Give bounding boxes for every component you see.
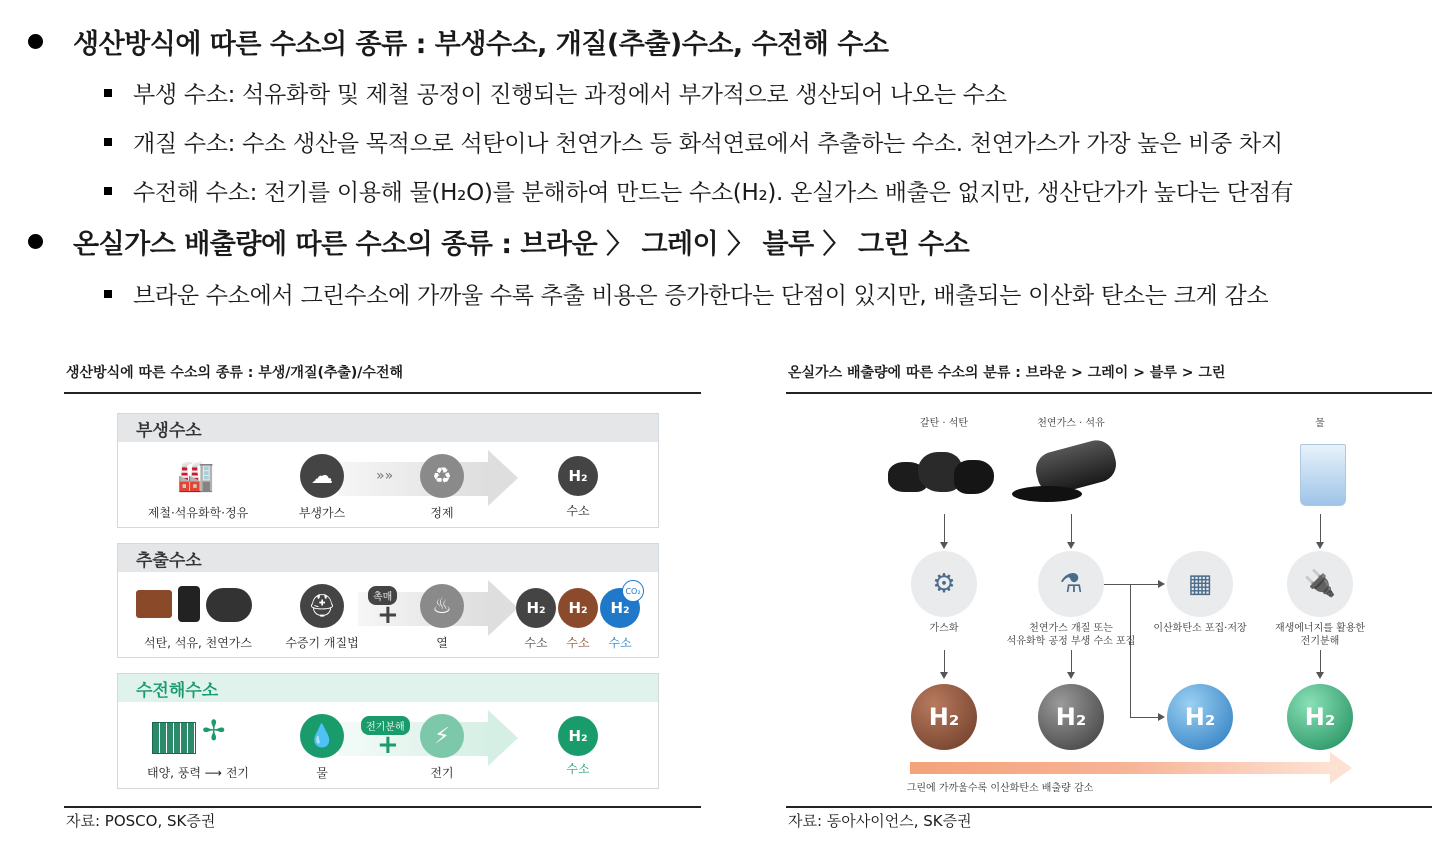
bullet-text: 온실가스 배출량에 따른 수소의 종류 : 브라운 〉 그레이 〉 블루 〉 그린 수소 xyxy=(73,229,970,260)
h2-gray-sphere: H₂ xyxy=(1038,684,1104,750)
source-label-coal: 갈탄 · 석탄 xyxy=(919,418,969,429)
co2-badge: CO₂ xyxy=(622,580,644,602)
left-panel-bottom-rule xyxy=(64,806,701,808)
gas-cloud-icon: ☁ xyxy=(300,454,344,498)
arrow-right-icon xyxy=(1158,580,1165,588)
emission-arrow-head xyxy=(1330,752,1352,784)
process-label-electrolysis: 재생에너지를 활용한 전기분해 xyxy=(1274,623,1366,647)
flow-arrow-head xyxy=(488,450,518,506)
flow-arrow-head xyxy=(488,710,518,766)
emission-note: 그린에 가까울수록 이산화탄소 배출량 감소 xyxy=(906,783,1094,794)
arrow-down-icon xyxy=(1316,672,1324,679)
flow-line xyxy=(944,650,945,674)
arrow-right-icon xyxy=(1158,713,1165,721)
refine-icon: ♻ xyxy=(420,454,464,498)
byproduct-source-label: 제철·석유화학·정유 xyxy=(147,506,249,520)
plus-icon: + xyxy=(377,600,399,630)
extraction-box xyxy=(117,543,659,658)
sub-bullet-text: 개질 수소: 수소 생산을 목적으로 석탄이나 천연가스 등 화석연료에서 추출하는 수소. 천연가스가 가장 높은 비중 차지 xyxy=(133,131,1283,157)
gas-tank-icon xyxy=(206,588,252,622)
process-label-gasification: 가스화 xyxy=(929,623,959,634)
electrolysis-step1-label: 물 xyxy=(316,766,328,780)
sub-bullet-text: 수전해 수소: 전기를 이용해 물(H₂O)를 분해하여 만드는 수소(H₂). 온실가스 배출은 없지만, 생산단가가 높다는 단점有 xyxy=(133,180,1294,206)
process-label-reforming: 천연가스 개질 또는 석유화학 공정 부생 수소 포집 xyxy=(1006,623,1136,647)
byproduct-result-label: 수소 xyxy=(566,504,590,518)
result-blue-label: 수소 xyxy=(608,636,632,650)
byproduct-step1-label: 부생가스 xyxy=(298,506,346,520)
renewable-electrolysis-icon: 🔌 xyxy=(1287,551,1353,617)
flow-line xyxy=(1071,514,1072,544)
sub-bullet xyxy=(104,277,1268,310)
sub-bullet-text: 브라운 수소에서 그린수소에 가까울 수록 추출 비용은 증가한다는 단점이 있지만, 배출되는 이산화 탄소는 크게 감소 xyxy=(133,283,1269,309)
left-panel-title: 생산방식에 따른 수소의 종류 : 부생/개질(추출)/수전해 xyxy=(66,365,403,381)
oil-barrel-image xyxy=(1012,446,1124,506)
flow-line xyxy=(944,514,945,544)
sub-bullet-marker xyxy=(104,89,112,97)
flow-arrow-band xyxy=(338,462,488,496)
electrolysis-tag: 전기분해 xyxy=(361,716,410,735)
flow-line xyxy=(1071,650,1072,674)
h2-brown-icon: H₂ xyxy=(558,588,598,628)
bullet-dot xyxy=(28,34,43,49)
co2-capture-icon: ▦ xyxy=(1167,551,1233,617)
h2-brown-sphere: H₂ xyxy=(911,684,977,750)
bullet-1 xyxy=(28,22,888,61)
byproduct-step2-label: 정제 xyxy=(430,506,454,520)
process-label-co2-capture: 이산화탄소 포집·저장 xyxy=(1153,623,1247,634)
reforming-icon: ⚗ xyxy=(1038,551,1104,617)
sub-bullet xyxy=(104,174,1293,207)
electrolysis-header: 수전해수소 xyxy=(118,674,658,702)
left-panel-top-rule xyxy=(64,392,701,394)
bullet-dot xyxy=(28,234,43,249)
sub-bullet xyxy=(104,125,1283,158)
arrow-down-icon xyxy=(1316,542,1324,549)
coal-cart-icon xyxy=(136,590,172,618)
bullet-text: 생산방식에 따른 수소의 종류 : 부생수소, 개질(추출)수소, 수전해 수소 xyxy=(73,29,889,60)
plus-icon: + xyxy=(377,730,399,760)
coal-image xyxy=(888,448,1000,500)
arrow-down-icon xyxy=(940,672,948,679)
result-gray-label: 수소 xyxy=(524,636,548,650)
h2-gray-icon: H₂ xyxy=(516,588,556,628)
h2-blue-sphere: H₂ xyxy=(1167,684,1233,750)
extraction-header: 추출수소 xyxy=(118,544,658,572)
h2-green-icon: H₂ xyxy=(558,716,598,756)
right-panel-top-rule xyxy=(786,392,1432,394)
right-panel-source: 자료: 동아사이언스, SK증권 xyxy=(788,812,972,830)
electrolysis-source-label: 태양, 풍력 ⟶ 전기 xyxy=(146,766,250,780)
sub-bullet-marker xyxy=(104,138,112,146)
left-panel-source: 자료: POSCO, SK증권 xyxy=(66,812,216,830)
catalyst-tag: 촉매 xyxy=(368,586,397,605)
triple-chevron-icon: »» xyxy=(376,468,394,484)
source-label-gas-oil: 천연가스 · 석유 xyxy=(1037,418,1105,429)
right-panel-title: 온실가스 배출량에 따른 수소의 분류 : 브라운 > 그레이 > 블루 > 그린 xyxy=(788,365,1226,381)
gasification-icon: ⚙ xyxy=(911,551,977,617)
reformer-icon: ⛑ xyxy=(300,584,344,628)
right-panel-bottom-rule xyxy=(786,806,1432,808)
sub-bullet-marker xyxy=(104,187,112,195)
flow-line xyxy=(1104,584,1160,585)
extraction-source-label: 석탄, 석유, 천연가스 xyxy=(144,636,252,650)
electrolysis-step2-label: 전기 xyxy=(430,766,454,780)
sub-bullet-marker xyxy=(104,290,112,298)
sub-bullet-text: 부생 수소: 석유화학 및 제철 공정이 진행되는 과정에서 부가적으로 생산되어 나오는 수소 xyxy=(133,82,1007,108)
h2-green-sphere: H₂ xyxy=(1287,684,1353,750)
sub-bullet xyxy=(104,76,1007,109)
flow-line xyxy=(1320,514,1321,544)
flow-line xyxy=(1320,650,1321,674)
bullet-2 xyxy=(28,222,969,261)
h2-blue-icon: H₂ xyxy=(600,588,640,628)
flow-arrow-head xyxy=(488,580,518,636)
arrow-down-icon xyxy=(940,542,948,549)
h2-gray-icon: H₂ xyxy=(558,456,598,496)
arrow-down-icon xyxy=(1067,672,1075,679)
emission-gradient-bar xyxy=(910,762,1330,774)
flow-line xyxy=(1130,717,1160,718)
solar-panel-icon xyxy=(152,722,196,754)
electrolysis-result-label: 수소 xyxy=(566,762,590,776)
byproduct-box xyxy=(117,413,659,528)
arrow-down-icon xyxy=(1067,542,1075,549)
water-drop-icon: 💧 xyxy=(300,714,344,758)
heat-icon: ♨ xyxy=(420,584,464,628)
water-glass-image xyxy=(1292,434,1352,506)
wind-turbine-icon: ✢ xyxy=(202,714,226,747)
electricity-icon: ⚡ xyxy=(420,714,464,758)
source-label-water: 물 xyxy=(1315,418,1325,429)
electrolysis-box xyxy=(117,673,659,789)
factory-icon: 🏭 xyxy=(174,454,218,498)
extraction-step2-label: 열 xyxy=(436,636,448,650)
flow-line xyxy=(1130,584,1131,717)
extraction-step1-label: 수증기 개질법 xyxy=(285,636,359,650)
byproduct-header: 부생수소 xyxy=(118,414,658,442)
oil-barrel-icon xyxy=(178,586,200,622)
result-brown-label: 수소 xyxy=(566,636,590,650)
